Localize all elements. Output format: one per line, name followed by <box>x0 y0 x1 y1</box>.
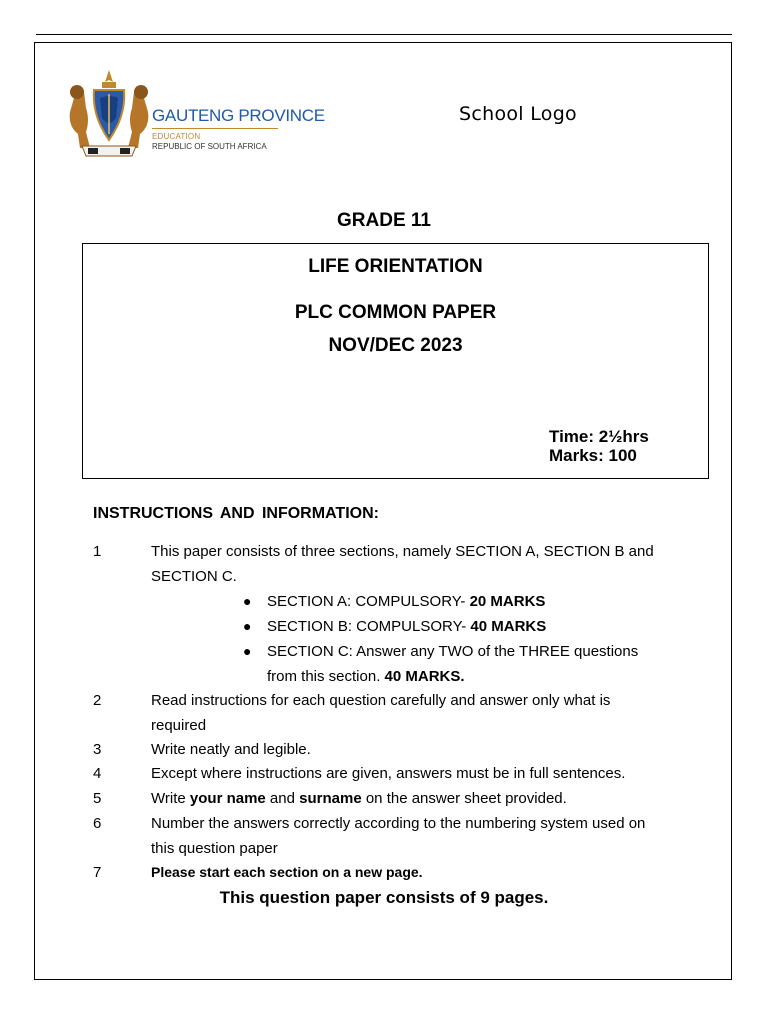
instruction-emphasis: surname <box>299 790 362 807</box>
instruction-item-2 <box>151 688 681 738</box>
bullet-text: SECTION B: COMPULSORY- <box>267 618 471 635</box>
instruction-item-5 <box>151 786 681 811</box>
item-number: 6 <box>93 815 102 832</box>
instruction-item-4: Except where instructions are given, answers must be in full sentences. <box>151 765 626 782</box>
bullet-text: SECTION A: COMPULSORY- <box>267 593 470 610</box>
paper-title: PLC COMMON PAPER <box>294 302 497 323</box>
section-b-bullet <box>267 614 667 639</box>
bullet-text: from this section. <box>267 668 385 685</box>
item-number: 5 <box>93 790 102 807</box>
gauteng-education-logo <box>50 68 325 160</box>
item-number: 1 <box>93 543 102 560</box>
exam-session: NOV/DEC 2023 <box>328 335 463 356</box>
bullet-marks: 40 MARKS <box>470 618 547 635</box>
coat-of-arms-icon <box>60 68 158 160</box>
bullet-icon: ● <box>243 593 252 609</box>
subject-title: LIFE ORIENTATION <box>308 256 483 277</box>
instruction-text: Number the answers correctly according to the numbering system used on <box>151 815 646 832</box>
instruction-text: This paper consists of three sections, namely SECTION A, SECTION B and <box>151 543 654 560</box>
grade-heading: GRADE 11 <box>337 210 431 231</box>
instruction-emphasis: your name <box>189 790 266 807</box>
total-marks: Marks: 100 <box>549 446 637 465</box>
section-c-bullet <box>267 639 667 689</box>
top-rule <box>36 34 732 35</box>
bullet-icon: ● <box>243 618 252 634</box>
instruction-text: Read instructions for each question carefully and answer only what is <box>151 692 611 709</box>
instruction-item-3: Write neatly and legible. <box>151 741 311 758</box>
instruction-text: and <box>265 790 300 807</box>
instruction-item-6 <box>151 811 681 861</box>
logo-department: EDUCATION <box>152 132 201 141</box>
instructions-heading: INSTRUCTIONS AND INFORMATION: <box>93 505 379 522</box>
item-number: 4 <box>93 765 102 782</box>
instruction-text: SECTION C. <box>151 568 237 585</box>
item-number: 3 <box>93 741 102 758</box>
instruction-text: Write <box>151 790 190 807</box>
bullet-text: SECTION C: Answer any TWO of the THREE questions <box>267 643 639 660</box>
instruction-item-1 <box>151 539 681 589</box>
bullet-icon: ● <box>243 643 252 659</box>
school-logo-placeholder: School Logo <box>459 103 577 125</box>
logo-underline <box>152 128 278 129</box>
item-number: 7 <box>93 864 102 881</box>
page-count-note: This question paper consists of 9 pages. <box>219 888 549 907</box>
exam-duration: Time: 2½hrs <box>549 427 649 446</box>
instruction-text: this question paper <box>151 840 278 857</box>
title-box <box>82 243 709 479</box>
instruction-text: on the answer sheet provided. <box>361 790 567 807</box>
logo-country: REPUBLIC OF SOUTH AFRICA <box>152 142 267 151</box>
item-number: 2 <box>93 692 102 709</box>
bullet-marks: 40 MARKS. <box>384 668 465 685</box>
bullet-marks: 20 MARKS <box>469 593 546 610</box>
logo-province-name: GAUTENG PROVINCE <box>152 106 325 125</box>
instruction-item-7: Please start each section on a new page. <box>151 864 423 880</box>
section-a-bullet <box>267 589 667 614</box>
instruction-text: required <box>151 717 207 734</box>
logo-text <box>152 106 325 151</box>
